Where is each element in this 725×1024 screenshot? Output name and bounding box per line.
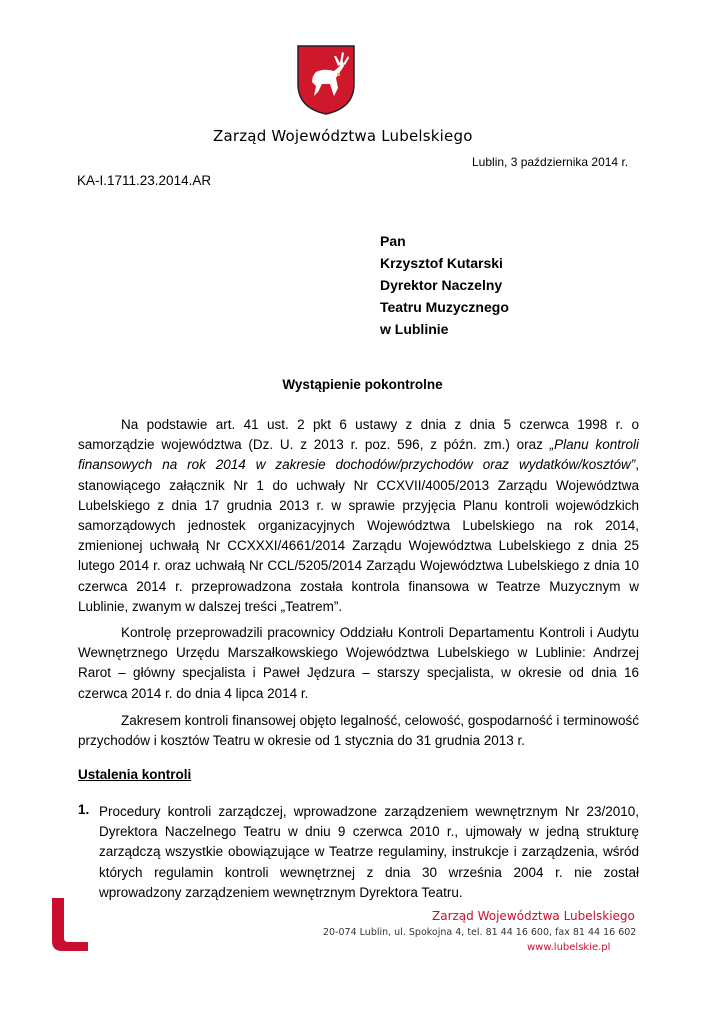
- recipient-position: Dyrektor Naczelny: [380, 277, 503, 293]
- recipient-institution: Teatru Muzycznego: [380, 299, 509, 315]
- organization-header: Zarząd Województwa Lubelskiego: [213, 127, 473, 145]
- recipient-salutation: Pan: [380, 233, 406, 249]
- paragraph-text: Kontrolę przeprowadzili pracownicy Oddziału Kontroli Departamentu Kontroli i Audytu Wewnętrznego Urzędu Marszałkowskiego Województwa Lubelskiego w Lublinie: Andrzej Rarot – główny specjalista i Paweł Jędzura – starszy specjalista, w okresie od dnia 16 czerwca 2014 r. do dnia 4 lipca 2014 r.: [78, 625, 639, 701]
- letter-date: Lublin, 3 października 2014 r.: [472, 155, 629, 169]
- paragraph-text: , stanowiącego załącznik Nr 1 do uchwały Nr CCXVII/4005/2013 Zarządu Województwa Lubelskiego z dnia 17 grudnia 2013 r. w sprawie przyjęcia Planu kontroli wojewódzkich samorządowych jednostek organizacyjnych Województwa Lubelskiego na rok 2014, zmienionej uchwałą Nr CCXXXI/4661/2014 Zarządu Województwa Lubelskiego z dnia 25 lutego 2014 r. oraz uchwałą Nr CCL/5205/2014 Zarządu Województwa Lubelskiego z dnia 10 czerwca 2014 r. przeprowadzona została kontrola finansowa w Teatrze Muzycznym w Lublinie, zwanym w dalszej treści „Teatrem”.: [78, 457, 639, 614]
- paragraph-text: Zakresem kontroli finansowej objęto legalność, celowość, gospodarność i terminowość przychodów i kosztów Teatru w okresie od 1 stycznia do 31 grudnia 2013 r.: [78, 713, 639, 749]
- paragraph-scope: [78, 711, 639, 751]
- finding-text: Procedury kontroli zarządczej, wprowadzone zarządzeniem wewnętrznym Nr 23/2010, Dyrektora Naczelnego Teatru w dniu 9 czerwca 2010 r., ujmowały w jedną strukturę zarządczą wszystkie obowiązujące w Teatrze regulaminy, instrukcje i zarządzenia, wśród których regulamin kontroli wewnętrznej z dnia 30 września 2004 r. nie został wprowadzony zarządzeniem wewnętrznym Dyrektora Teatru.: [99, 804, 639, 900]
- footer-website-link[interactable]: www.lubelskie.pl: [527, 942, 611, 953]
- footer-organization: Zarząd Województwa Lubelskiego: [432, 909, 635, 923]
- footer-address: 20-074 Lublin, ul. Spokojna 4, tel. 81 44 16 600, fax 81 44 16 602: [323, 927, 637, 938]
- deer-coat-of-arms-icon: [296, 44, 356, 116]
- section-heading: Ustalenia kontroli: [78, 767, 192, 782]
- recipient-city: w Lublinie: [380, 321, 449, 337]
- recipient-block: [380, 230, 509, 340]
- paragraph-italic-text: „Planu kontroli finansowych na rok 2014 w zakresie dochodów/przychodów oraz wydatków/kosztów”: [78, 437, 640, 473]
- paragraph-legal-basis: [78, 415, 639, 617]
- lubelskie-l-logo-icon: [50, 898, 90, 951]
- paragraph-text: Na podstawie art. 41 ust. 2 pkt 6 ustawy z dnia z dnia 5 czerwca 1998 r. o samorządzie województwa (Dz. U. z 2013 r. poz. 596, z późn. zm.) oraz: [78, 417, 639, 453]
- paragraph-inspectors: [78, 623, 639, 704]
- document-title: Wystąpienie pokontrolne: [282, 377, 443, 392]
- recipient-name: Krzysztof Kutarski: [380, 255, 503, 271]
- reference-number: KA-I.1711.23.2014.AR: [77, 173, 212, 188]
- finding-number: 1.: [78, 802, 90, 817]
